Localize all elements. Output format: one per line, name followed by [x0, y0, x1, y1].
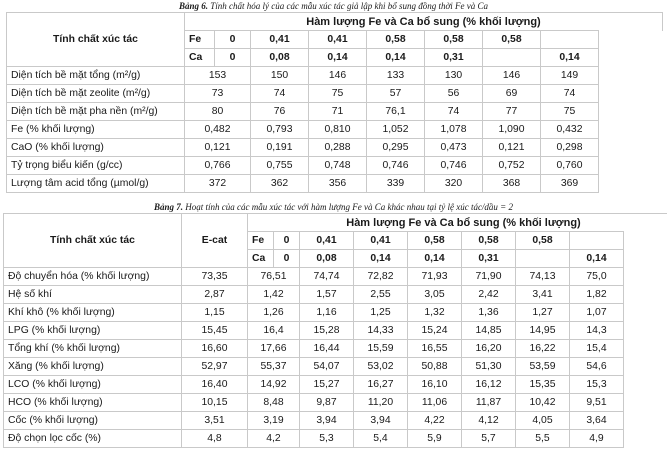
- table-row: [7, 139, 663, 157]
- cell-value: 0,793: [251, 121, 309, 139]
- cell-value: 53,59: [516, 358, 570, 376]
- table7-header-label: Tính chất xúc tác: [4, 214, 182, 268]
- fe-value: 0,41: [300, 232, 354, 250]
- cell-value: 16,12: [462, 376, 516, 394]
- ecat-value: 15,45: [182, 322, 248, 340]
- cell-value: 75,0: [570, 268, 624, 286]
- cell-value: 0,810: [309, 121, 367, 139]
- fe-value: 0,58: [425, 31, 483, 49]
- ca-value: 0,14: [354, 250, 408, 268]
- cell-value: 76: [251, 103, 309, 121]
- cell-value: 150: [251, 67, 309, 85]
- cell-value: 0,752: [483, 157, 541, 175]
- cell-value: 8,48: [248, 394, 300, 412]
- cell-value: 372: [185, 175, 251, 193]
- ca-value: 0: [274, 250, 300, 268]
- cell-value: 15,28: [300, 322, 354, 340]
- cell-value: 55,37: [248, 358, 300, 376]
- table7-group-header: Hàm lượng Fe và Ca bổ sung (% khối lượng): [248, 214, 667, 232]
- cell-value: 16,27: [354, 376, 408, 394]
- cell-value: 74: [251, 85, 309, 103]
- cell-value: 149: [541, 67, 599, 85]
- cell-value: 0,746: [425, 157, 483, 175]
- cell-value: 57: [367, 85, 425, 103]
- table6-group-header: Hàm lượng Fe và Ca bổ sung (% khối lượng): [185, 13, 663, 31]
- row-label: Diện tích bề mặt pha nền (m²/g): [7, 103, 185, 121]
- table-row: [4, 412, 667, 430]
- cell-value: 74: [425, 103, 483, 121]
- cell-value: 11,87: [462, 394, 516, 412]
- cell-value: 369: [541, 175, 599, 193]
- cell-value: 16,22: [516, 340, 570, 358]
- ecat-value: 1,15: [182, 304, 248, 322]
- cell-value: 5,5: [516, 430, 570, 448]
- cell-value: 1,090: [483, 121, 541, 139]
- table-row: [7, 67, 663, 85]
- cell-value: 1,16: [300, 304, 354, 322]
- cell-value: 320: [425, 175, 483, 193]
- cell-value: 14,33: [354, 322, 408, 340]
- cell-value: 1,36: [462, 304, 516, 322]
- fe-value: [541, 31, 599, 49]
- table-row: [4, 304, 667, 322]
- fe-value: [570, 232, 624, 250]
- table-row: [4, 286, 667, 304]
- cell-value: 14,95: [516, 322, 570, 340]
- ca-value: 0,08: [251, 49, 309, 67]
- row-label: Cốc (% khối lượng): [4, 412, 182, 430]
- table-row: [4, 430, 667, 448]
- ca-value: [516, 250, 570, 268]
- cell-value: 0,746: [367, 157, 425, 175]
- fe-value: 0,58: [462, 232, 516, 250]
- cell-value: 14,92: [248, 376, 300, 394]
- row-label: LCO (% khối lượng): [4, 376, 182, 394]
- fe-value: 0,58: [367, 31, 425, 49]
- cell-value: 74: [541, 85, 599, 103]
- row-label: Diện tích bề mặt zeolite (m²/g): [7, 85, 185, 103]
- cell-value: 1,052: [367, 121, 425, 139]
- table-row: [7, 175, 663, 193]
- ca-value: 0,14: [309, 49, 367, 67]
- cell-value: 11,06: [408, 394, 462, 412]
- row-label: Hệ số khí: [4, 286, 182, 304]
- cell-value: 72,82: [354, 268, 408, 286]
- cell-value: 5,4: [354, 430, 408, 448]
- cell-value: 4,2: [248, 430, 300, 448]
- cell-value: 3,94: [354, 412, 408, 430]
- cell-value: 71: [309, 103, 367, 121]
- cell-value: 2,42: [462, 286, 516, 304]
- cell-value: 0,748: [309, 157, 367, 175]
- table-row: [4, 322, 667, 340]
- table7-caption: Bảng 7. Hoạt tính của các mẫu xúc tác với hàm lượng Fe và Ca khác nhau tại tỷ lệ xúc tác/dầu = 2: [153, 202, 514, 212]
- cell-value: 71,93: [408, 268, 462, 286]
- fe-value: 0,41: [354, 232, 408, 250]
- cell-value: 0,298: [541, 139, 599, 157]
- cell-value: 0,766: [185, 157, 251, 175]
- cell-value: 1,07: [570, 304, 624, 322]
- cell-value: 4,05: [516, 412, 570, 430]
- table6-header-label: Tính chất xúc tác: [7, 13, 185, 67]
- cell-value: 0,288: [309, 139, 367, 157]
- cell-value: 5,7: [462, 430, 516, 448]
- cell-value: 76,1: [367, 103, 425, 121]
- fe-value: 0,58: [516, 232, 570, 250]
- cell-value: 4,9: [570, 430, 624, 448]
- table-row: [7, 85, 663, 103]
- fe-value: 0,41: [251, 31, 309, 49]
- fe-value: 0: [215, 31, 251, 49]
- cell-value: 368: [483, 175, 541, 193]
- cell-value: 1,078: [425, 121, 483, 139]
- cell-value: 73: [185, 85, 251, 103]
- cell-value: 0,755: [251, 157, 309, 175]
- cell-value: 71,90: [462, 268, 516, 286]
- cell-value: 14,85: [462, 322, 516, 340]
- table7: [3, 213, 667, 448]
- cell-value: 0,295: [367, 139, 425, 157]
- ca-value: 0,08: [300, 250, 354, 268]
- ca-value: 0: [215, 49, 251, 67]
- table6-caption: Bảng 6. Tính chất hóa lý của các mẫu xúc tác giả lập khi bổ sung đồng thời Fe và Ca: [178, 1, 489, 11]
- cell-value: 80: [185, 103, 251, 121]
- cell-value: 4,12: [462, 412, 516, 430]
- cell-value: 1,82: [570, 286, 624, 304]
- table-row: [4, 394, 667, 412]
- fe-value: 0,58: [483, 31, 541, 49]
- cell-value: 2,55: [354, 286, 408, 304]
- cell-value: 53,02: [354, 358, 408, 376]
- row-label: Diện tích bề mặt tổng (m²/g): [7, 67, 185, 85]
- cell-value: 77: [483, 103, 541, 121]
- cell-value: 1,26: [248, 304, 300, 322]
- ca-value: 0,14: [408, 250, 462, 268]
- cell-value: 74,13: [516, 268, 570, 286]
- row-label: Lượng tâm acid tổng (µmol/g): [7, 175, 185, 193]
- row-label: Xăng (% khối lượng): [4, 358, 182, 376]
- fe-label: Fe: [248, 232, 274, 250]
- row-label: Tổng khí (% khối lượng): [4, 340, 182, 358]
- cell-value: 50,88: [408, 358, 462, 376]
- cell-value: 5,3: [300, 430, 354, 448]
- ca-value: [483, 49, 541, 67]
- cell-value: 16,10: [408, 376, 462, 394]
- cell-value: 9,51: [570, 394, 624, 412]
- table-row: [4, 376, 667, 394]
- cell-value: 75: [541, 103, 599, 121]
- cell-value: 356: [309, 175, 367, 193]
- cell-value: 339: [367, 175, 425, 193]
- table-row: [7, 121, 663, 139]
- cell-value: 153: [185, 67, 251, 85]
- cell-value: 15,59: [354, 340, 408, 358]
- cell-value: 0,121: [483, 139, 541, 157]
- ecat-value: 3,51: [182, 412, 248, 430]
- cell-value: 54,6: [570, 358, 624, 376]
- cell-value: 11,20: [354, 394, 408, 412]
- cell-value: 0,482: [185, 121, 251, 139]
- fe-value: 0: [274, 232, 300, 250]
- ca-value: 0,31: [425, 49, 483, 67]
- cell-value: 16,4: [248, 322, 300, 340]
- cell-value: 3,05: [408, 286, 462, 304]
- row-label: LPG (% khối lượng): [4, 322, 182, 340]
- cell-value: 0,473: [425, 139, 483, 157]
- cell-value: 0,191: [251, 139, 309, 157]
- cell-value: 56: [425, 85, 483, 103]
- ecat-value: 16,40: [182, 376, 248, 394]
- cell-value: 54,07: [300, 358, 354, 376]
- table6: [6, 12, 663, 193]
- cell-value: 1,57: [300, 286, 354, 304]
- cell-value: 3,19: [248, 412, 300, 430]
- row-label: HCO (% khối lượng): [4, 394, 182, 412]
- ecat-value: 52,97: [182, 358, 248, 376]
- cell-value: 16,44: [300, 340, 354, 358]
- fe-value: 0,41: [309, 31, 367, 49]
- ca-value: 0,14: [541, 49, 599, 67]
- cell-value: 15,3: [570, 376, 624, 394]
- cell-value: 362: [251, 175, 309, 193]
- cell-value: 17,66: [248, 340, 300, 358]
- cell-value: 1,42: [248, 286, 300, 304]
- cell-value: 0,121: [185, 139, 251, 157]
- ecat-value: 16,60: [182, 340, 248, 358]
- row-label: Khí khô (% khối lượng): [4, 304, 182, 322]
- row-label: CaO (% khối lượng): [7, 139, 185, 157]
- fe-label: Fe: [185, 31, 215, 49]
- cell-value: 146: [483, 67, 541, 85]
- cell-value: 76,51: [248, 268, 300, 286]
- cell-value: 16,55: [408, 340, 462, 358]
- cell-value: 74,74: [300, 268, 354, 286]
- row-label: Fe (% khối lượng): [7, 121, 185, 139]
- cell-value: 1,32: [408, 304, 462, 322]
- cell-value: 0,760: [541, 157, 599, 175]
- cell-value: 51,30: [462, 358, 516, 376]
- ca-value: 0,31: [462, 250, 516, 268]
- cell-value: 15,35: [516, 376, 570, 394]
- cell-value: 15,27: [300, 376, 354, 394]
- cell-value: 9,87: [300, 394, 354, 412]
- cell-value: 14,3: [570, 322, 624, 340]
- cell-value: 69: [483, 85, 541, 103]
- table7-ecat-header: E-cat: [182, 214, 248, 268]
- ecat-value: 10,15: [182, 394, 248, 412]
- ecat-value: 2,87: [182, 286, 248, 304]
- cell-value: 4,22: [408, 412, 462, 430]
- cell-value: 15,24: [408, 322, 462, 340]
- table-row: [7, 157, 663, 175]
- ca-value: 0,14: [367, 49, 425, 67]
- cell-value: 0,432: [541, 121, 599, 139]
- row-label: Độ chuyển hóa (% khối lượng): [4, 268, 182, 286]
- cell-value: 146: [309, 67, 367, 85]
- ca-label: Ca: [248, 250, 274, 268]
- table-row: [4, 340, 667, 358]
- table-row: [7, 103, 663, 121]
- cell-value: 3,41: [516, 286, 570, 304]
- cell-value: 130: [425, 67, 483, 85]
- cell-value: 15,4: [570, 340, 624, 358]
- ecat-value: 73,35: [182, 268, 248, 286]
- cell-value: 16,20: [462, 340, 516, 358]
- ca-label: Ca: [185, 49, 215, 67]
- cell-value: 3,64: [570, 412, 624, 430]
- table-row: [4, 268, 667, 286]
- cell-value: 1,25: [354, 304, 408, 322]
- cell-value: 10,42: [516, 394, 570, 412]
- row-label: Tỷ trọng biểu kiến (g/cc): [7, 157, 185, 175]
- row-label: Độ chọn lọc cốc (%): [4, 430, 182, 448]
- cell-value: 75: [309, 85, 367, 103]
- ca-value: 0,14: [570, 250, 624, 268]
- cell-value: 133: [367, 67, 425, 85]
- ecat-value: 4,8: [182, 430, 248, 448]
- fe-value: 0,58: [408, 232, 462, 250]
- cell-value: 1,27: [516, 304, 570, 322]
- table-row: [4, 358, 667, 376]
- cell-value: 3,94: [300, 412, 354, 430]
- cell-value: 5,9: [408, 430, 462, 448]
